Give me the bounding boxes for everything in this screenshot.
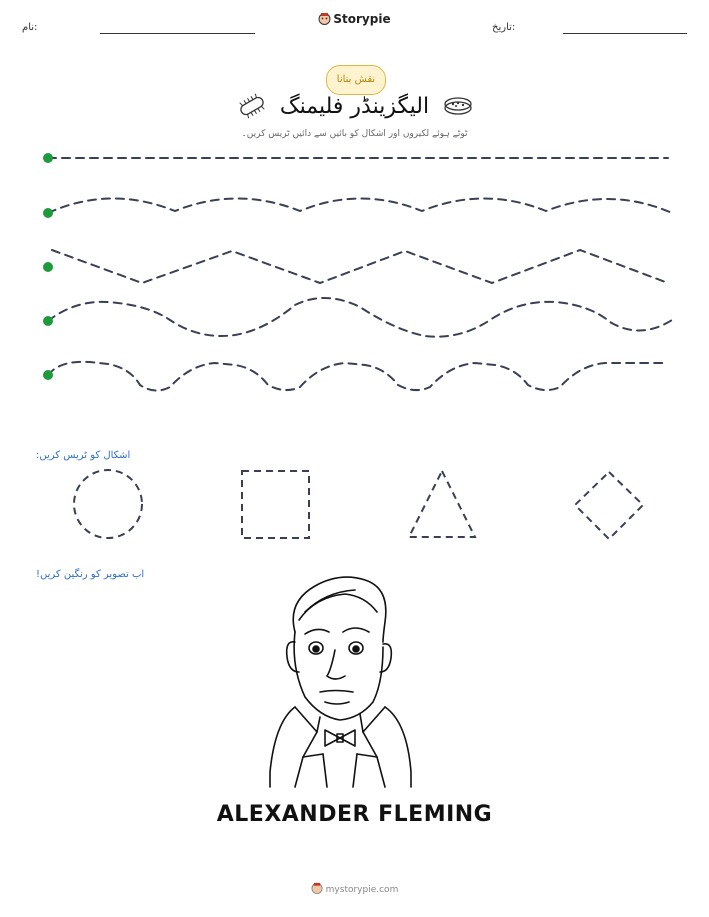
activity-badge: نقش بنانا bbox=[326, 65, 386, 95]
trace-line-wave-1 bbox=[48, 198, 672, 213]
trace-circle bbox=[74, 470, 142, 538]
trace-square bbox=[242, 471, 309, 538]
instructions: ٹوٹے ہوئے لکیروں اور اشکال کو بائیں سے دائیں ٹریس کریں۔ bbox=[241, 129, 468, 139]
trace-diamond bbox=[575, 472, 643, 539]
page-title: الیگزینڈر فلیمنگ bbox=[279, 94, 430, 119]
start-dot-3 bbox=[43, 262, 53, 272]
tracing-lines[interactable] bbox=[0, 0, 709, 420]
start-dot-5 bbox=[43, 370, 53, 380]
coloring-section-label: اب تصویر کو رنگین کریں! bbox=[36, 569, 145, 580]
start-dot-2 bbox=[43, 208, 53, 218]
trace-triangle bbox=[409, 471, 475, 537]
tracing-shapes[interactable] bbox=[0, 460, 709, 550]
start-dot-1 bbox=[43, 153, 53, 163]
footer-url[interactable]: mystorypie.com bbox=[325, 885, 399, 895]
portrait-caption: ALEXANDER FLEMING bbox=[216, 802, 493, 827]
trace-line-zigzag bbox=[52, 250, 668, 283]
start-dot-4 bbox=[43, 316, 53, 326]
date-label: تاریخ: bbox=[492, 22, 516, 33]
name-label: نام: bbox=[22, 22, 38, 33]
footer bbox=[0, 882, 709, 895]
trace-line-wave-2 bbox=[48, 298, 672, 337]
brand-name: Storypie bbox=[333, 12, 391, 26]
shapes-section-label: اشکال کو ٹریس کریں: bbox=[36, 450, 131, 461]
storypie-logo-icon bbox=[311, 882, 323, 894]
fleming-portrait-illustration[interactable] bbox=[265, 572, 445, 792]
trace-line-wave-3 bbox=[48, 362, 668, 391]
